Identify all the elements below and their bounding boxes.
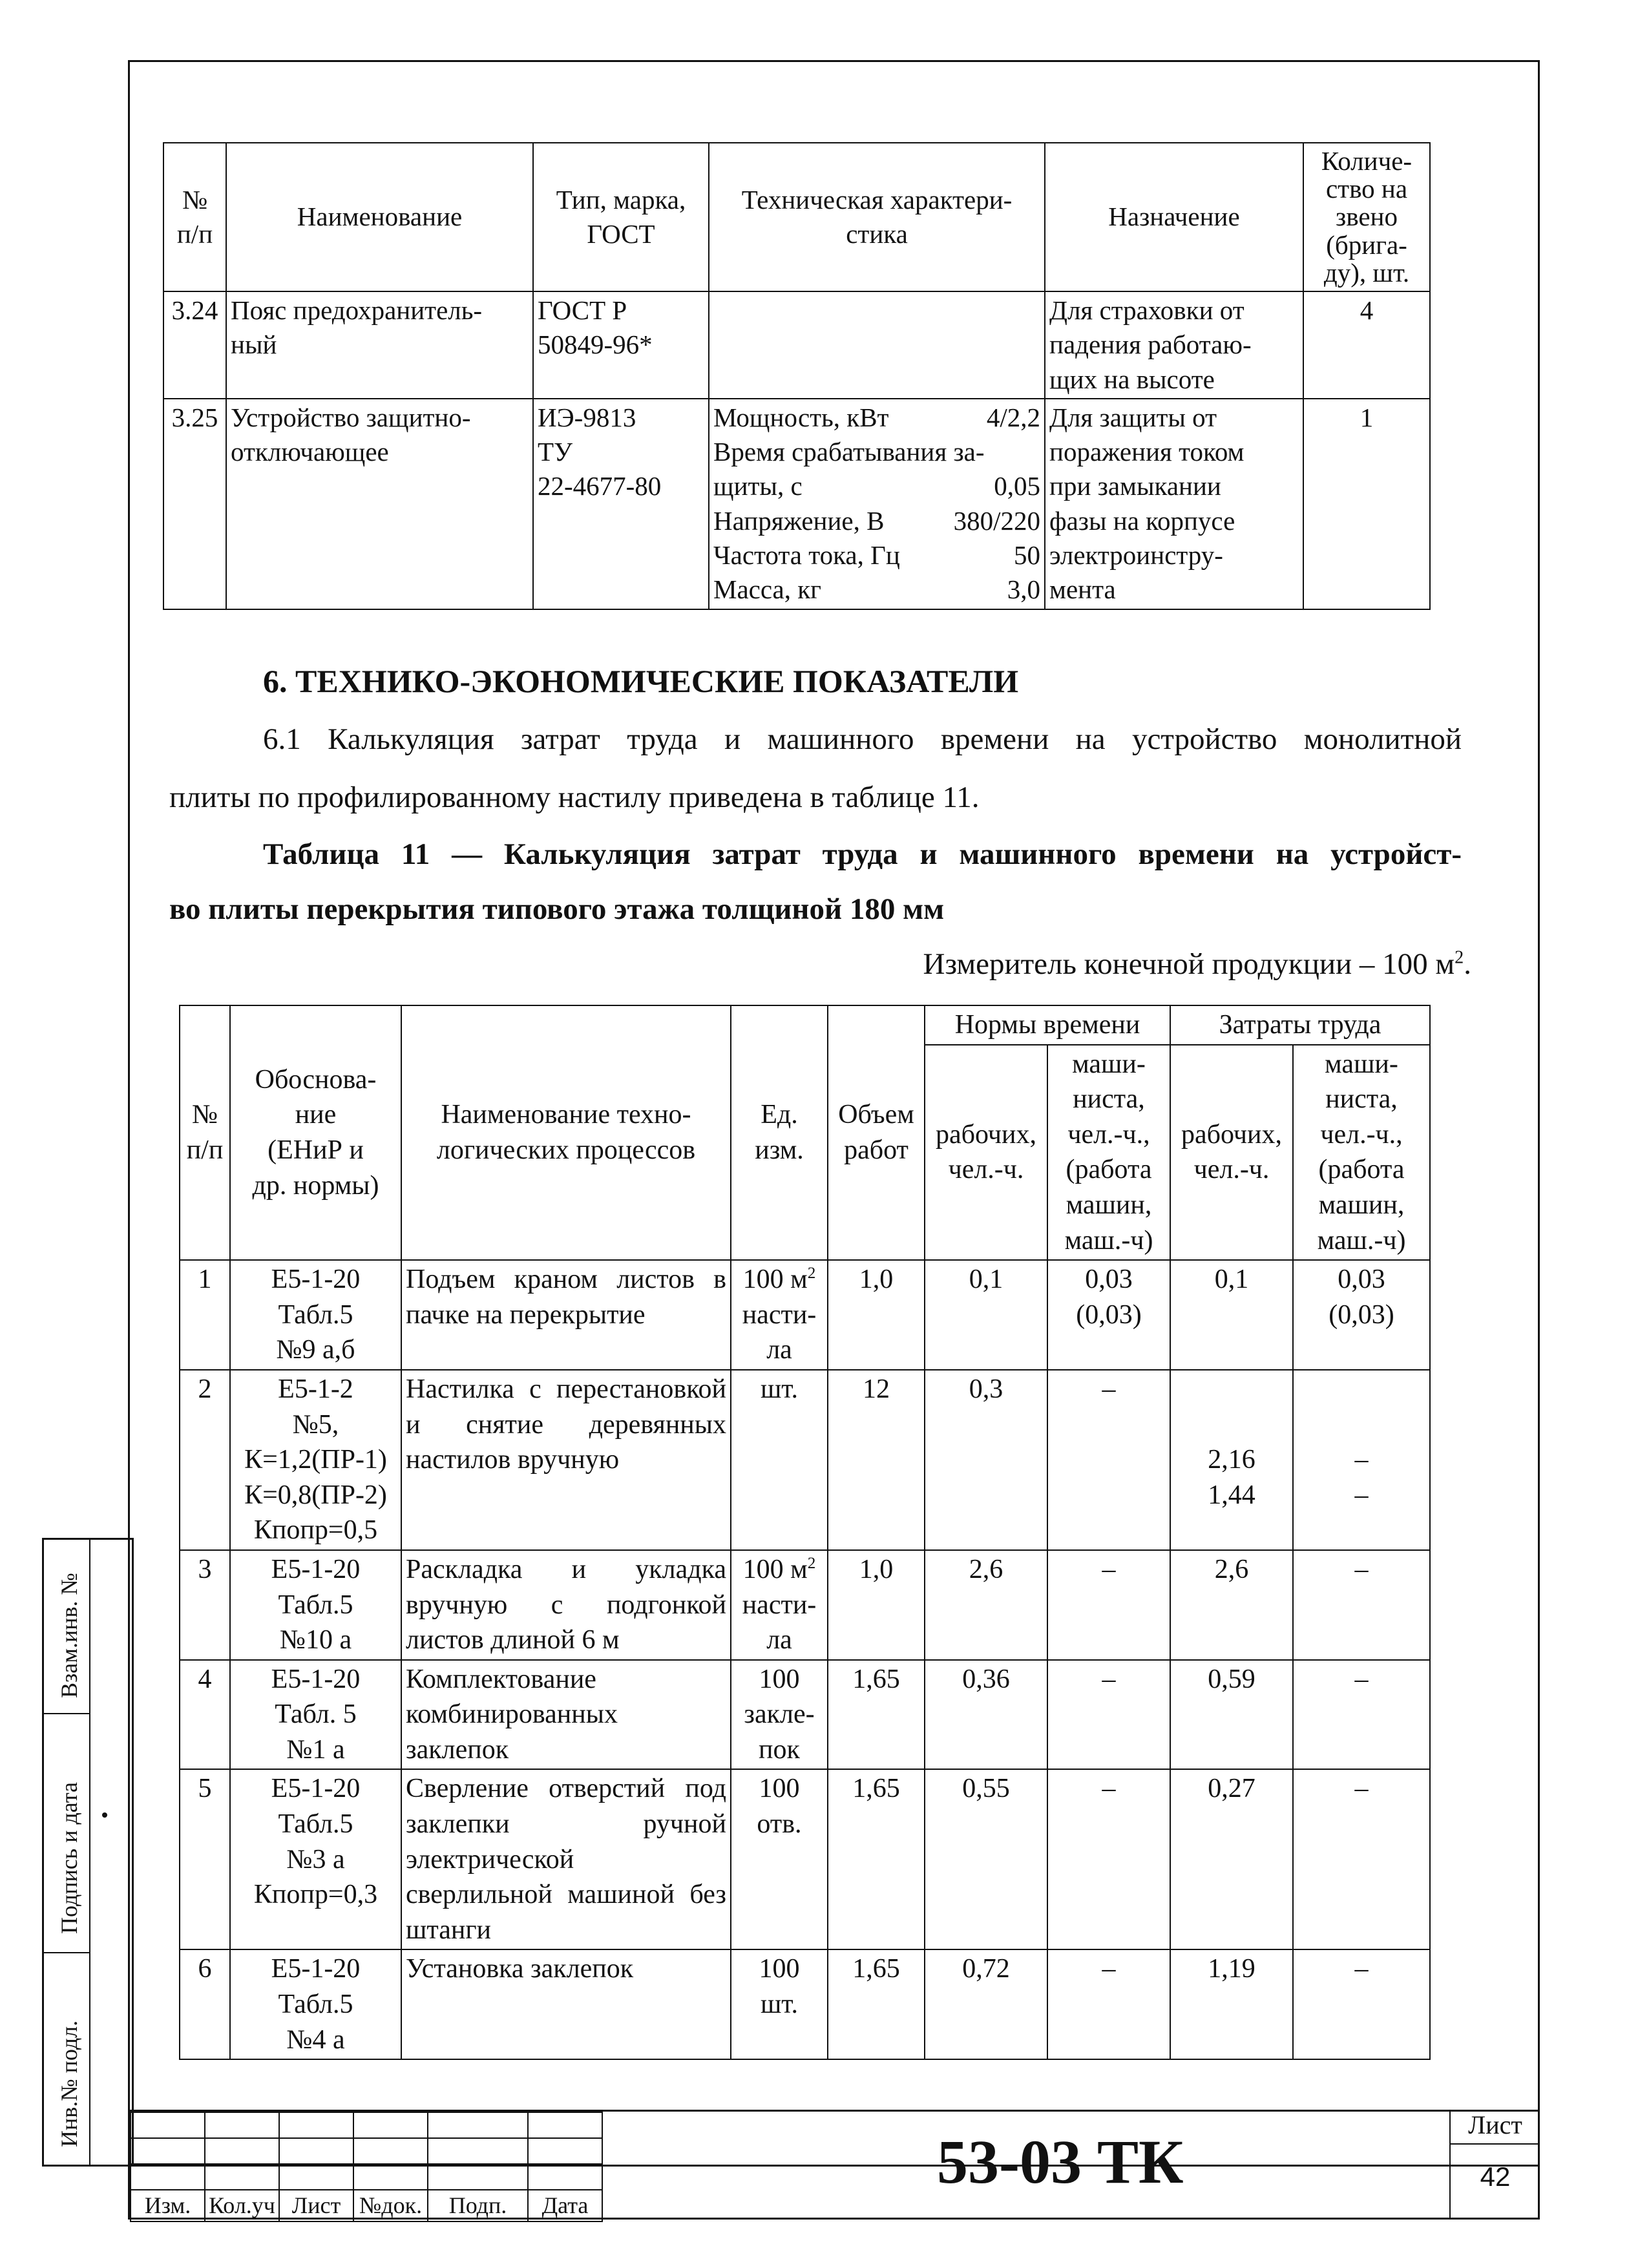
row-norm-machinists: –: [1047, 1769, 1170, 1949]
header-unit: Ед. изм.: [731, 1005, 828, 1260]
row-unit: шт.: [731, 1370, 828, 1550]
row-num: 1: [180, 1260, 230, 1370]
equipment-table: [163, 142, 1431, 610]
header-cost-workers: рабочих, чел.-ч.: [1170, 1045, 1293, 1261]
row-volume: 1,0: [828, 1260, 925, 1370]
title-block-row: [131, 2112, 602, 2138]
table-row: [180, 1260, 1430, 1370]
table-caption: во плиты перекрытия типового этажа толщиной 180 мм: [169, 892, 945, 926]
row-cost-workers: 0,59: [1170, 1660, 1293, 1770]
title-block-row: [131, 2138, 602, 2164]
header-costs: Затраты труда: [1170, 1005, 1430, 1045]
document-number: 53-03 ТК: [937, 2127, 1184, 2196]
row-num: 3.25: [163, 399, 226, 609]
row-basis: Е5-1-2 №5, К=1,2(ПР-1) К=0,8(ПР-2) Кпопр=0,5: [230, 1370, 401, 1550]
row-unit: 100 $м^2$ насти- ла: [731, 1260, 828, 1370]
sheet-label: Лист: [1451, 2110, 1540, 2145]
label-change: Изм.: [131, 2190, 205, 2221]
margin-label: Взам.инв. №: [56, 1573, 82, 1698]
row-cost-workers: 1,19: [1170, 1949, 1293, 2059]
row-name: Пояс предохранитель- ный: [226, 291, 533, 399]
row-cost-workers: 2,6: [1170, 1550, 1293, 1660]
header-type: Тип, марка, ГОСТ: [533, 143, 709, 291]
ink-mark: [102, 1812, 107, 1818]
row-type: ИЭ-9813 ТУ 22-4677-80: [533, 399, 709, 609]
header-basis: Обоснова- ние (ЕНиР и др. нормы): [230, 1005, 401, 1260]
title-block: [128, 2110, 1540, 2220]
header-norm-workers: рабочих, чел.-ч.: [925, 1045, 1047, 1261]
margin-cell-inventory: [44, 1953, 90, 2165]
spec-line: щиты, с 0,05: [713, 471, 1040, 501]
margin-cell-replacement: [44, 1540, 90, 1714]
row-cost-workers: 2,16 1,44: [1170, 1370, 1293, 1550]
row-volume: 1,65: [828, 1769, 925, 1949]
row-basis: Е5-1-20 Табл.5 №10 а: [230, 1550, 401, 1660]
row-norm-machinists: 0,03 (0,03): [1047, 1260, 1170, 1370]
header-purpose: Назначение: [1045, 143, 1303, 291]
margin-label: Подпись и дата: [56, 1782, 82, 1934]
row-basis: Е5-1-20 Табл.5 №9 а,б: [230, 1260, 401, 1370]
row-num: 5: [180, 1769, 230, 1949]
row-num: 2: [180, 1370, 230, 1550]
row-basis: Е5-1-20 Табл. 5 №1 а: [230, 1660, 401, 1770]
row-process: Настилка с перестановкой и снятие деревянных настилов вручную: [401, 1370, 731, 1550]
margin-cell-signature: [44, 1714, 90, 1953]
row-type: ГОСТ Р 50849-96*: [533, 291, 709, 399]
row-norm-workers: 0,3: [925, 1370, 1047, 1550]
row-norm-machinists: –: [1047, 1660, 1170, 1770]
row-norm-workers: 0,72: [925, 1949, 1047, 2059]
spec-line: Масса, кг 3,0: [713, 574, 1040, 605]
row-cost-machinists: –: [1293, 1660, 1430, 1770]
title-block-row: [131, 2164, 602, 2190]
table-row: [163, 291, 1430, 399]
row-process: Установка заклепок: [401, 1949, 731, 2059]
table-row: [180, 1949, 1430, 2059]
label-signature: Подп.: [428, 2190, 528, 2221]
header-process: Наименование техно- логических процессов: [401, 1005, 731, 1260]
row-norm-workers: 0,1: [925, 1260, 1047, 1370]
margin-stamp: [42, 1538, 134, 2167]
spec-line: Напряжение, В 380/220: [713, 505, 1040, 536]
label-date: Дата: [528, 2190, 602, 2221]
table-caption: Таблица 11 — Калькуляция затрат труда и машинного времени на устройст-: [263, 837, 1462, 871]
row-unit: 100 закле- пок: [731, 1660, 828, 1770]
row-norm-workers: 2,6: [925, 1550, 1047, 1660]
row-process: Сверление отверстий под заклепки ручной электрической сверлильной машиной без штанги: [401, 1769, 731, 1949]
row-name: Устройство защитно- отключающее: [226, 399, 533, 609]
row-qty: 1: [1303, 399, 1430, 609]
spec-line: Мощность, кВт 4/2,2: [713, 402, 1040, 432]
header-name: Наименование: [226, 143, 533, 291]
row-specs: [709, 291, 1045, 399]
row-num: 3: [180, 1550, 230, 1660]
row-volume: 1,65: [828, 1949, 925, 2059]
header-num: № п/п: [163, 143, 226, 291]
margin-label: Инв.№ подл.: [56, 2020, 82, 2147]
paragraph-line: 6.1 Калькуляция затрат труда и машинного времени на устройство монолитной: [263, 722, 1462, 756]
label-sheet: Лист: [279, 2190, 353, 2221]
paragraph-line: плиты по профилированному настилу приведена в таблице 11.: [169, 781, 980, 814]
label-doc-number: №док.: [353, 2190, 428, 2221]
row-purpose: Для защиты от поражения током при замыкании фазы на корпусе электроинстру- мента: [1045, 399, 1303, 609]
row-unit: 100 отв.: [731, 1769, 828, 1949]
row-norm-workers: 0,36: [925, 1660, 1047, 1770]
row-cost-workers: 0,27: [1170, 1769, 1293, 1949]
row-purpose: Для страховки от падения работаю- щих на высоте: [1045, 291, 1303, 399]
row-cost-machinists: – –: [1293, 1370, 1430, 1550]
row-qty: 4: [1303, 291, 1430, 399]
table-row: [180, 1370, 1430, 1550]
row-cost-machinists: –: [1293, 1949, 1430, 2059]
header-specs: Техническая характери- стика: [709, 143, 1045, 291]
row-volume: 1,65: [828, 1660, 925, 1770]
header-volume: Объем работ: [828, 1005, 925, 1260]
row-process: Комплектование комбинированных заклепок: [401, 1660, 731, 1770]
table-row: [180, 1660, 1430, 1770]
sheet-box: [1449, 2110, 1540, 2220]
spec-line: Время срабатывания за-: [713, 437, 985, 467]
sheet-number: 42: [1480, 2161, 1511, 2192]
row-cost-workers: 0,1: [1170, 1260, 1293, 1370]
measurement-unit-note: Измеритель конечной продукции – 100 $м^2$.: [923, 947, 1471, 981]
row-norm-machinists: –: [1047, 1370, 1170, 1550]
header-cost-machinists: маши- ниста, чел.-ч., (работа машин, маш.-ч): [1293, 1045, 1430, 1261]
title-block-grid: [130, 2112, 603, 2222]
header-norm-machinists: маши- ниста, чел.-ч., (работа машин, маш.-ч): [1047, 1045, 1170, 1261]
row-process: Подъем краном листов в пачке на перекрытие: [401, 1260, 731, 1370]
row-num: 3.24: [163, 291, 226, 399]
labor-table-header: [180, 1005, 1430, 1045]
section-title: 6. ТЕХНИКО-ЭКОНОМИЧЕСКИЕ ПОКАЗАТЕЛИ: [263, 663, 1019, 699]
header-norms: Нормы времени: [925, 1005, 1170, 1045]
row-num: 6: [180, 1949, 230, 2059]
table-row: [163, 399, 1430, 609]
row-cost-machinists: –: [1293, 1769, 1430, 1949]
row-cost-machinists: 0,03 (0,03): [1293, 1260, 1430, 1370]
labor-cost-table: [179, 1005, 1431, 2060]
row-volume: 12: [828, 1370, 925, 1550]
row-specs: [709, 399, 1045, 609]
header-qty: Количе- ство на звено (брига- ду), шт.: [1303, 143, 1430, 291]
table-row: [180, 1550, 1430, 1660]
equipment-table-header: [163, 143, 1430, 291]
row-process: Раскладка и укладка вручную с подгонкой листов длиной 6 м: [401, 1550, 731, 1660]
row-basis: Е5-1-20 Табл.5 №4 а: [230, 1949, 401, 2059]
row-volume: 1,0: [828, 1550, 925, 1660]
row-num: 4: [180, 1660, 230, 1770]
row-unit: 100 $м^2$ насти- ла: [731, 1550, 828, 1660]
row-norm-workers: 0,55: [925, 1769, 1047, 1949]
label-count: Кол.уч: [205, 2190, 279, 2221]
header-num: № п/п: [180, 1005, 230, 1260]
row-norm-machinists: –: [1047, 1949, 1170, 2059]
table-row: [180, 1769, 1430, 1949]
title-block-labels: [131, 2190, 602, 2221]
row-unit: 100 шт.: [731, 1949, 828, 2059]
spec-line: Частота тока, Гц 50: [713, 540, 1040, 571]
row-cost-machinists: –: [1293, 1550, 1430, 1660]
row-norm-machinists: –: [1047, 1550, 1170, 1660]
row-basis: Е5-1-20 Табл.5 №3 а Кпопр=0,3: [230, 1769, 401, 1949]
